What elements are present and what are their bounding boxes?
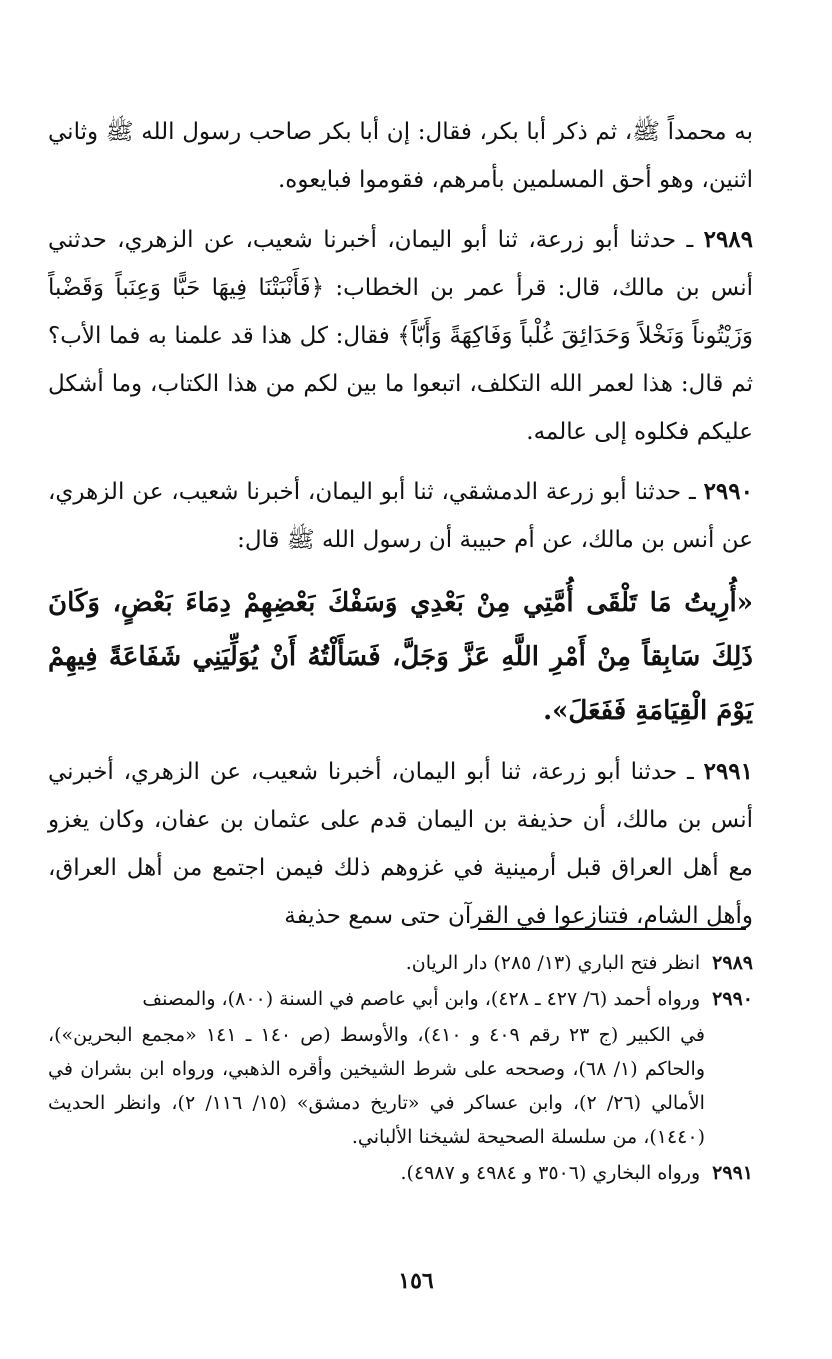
footnote-text: ورواه البخاري (٣٥٠٦ و ٤٩٨٤ و ٤٩٨٧). xyxy=(400,1162,701,1184)
paragraph-text: به محمداً ﷺ، ثم ذكر أبا بكر، فقال: إن أبا بكر صاحب رسول الله ﷺ وثاني اثنين، وهو أحق المسلمين بأمرهم، فقوموا فبايعوه. xyxy=(48,119,753,193)
footnote-divider xyxy=(478,928,746,930)
footnote-2989 xyxy=(48,946,753,980)
footnotes xyxy=(48,946,753,1192)
hadith-text: ـ حدثنا أبو زرعة، ثنا أبو اليمان، أخبرنا شعيب، عن الزهري، حدثني أنس بن مالك، قال: قرأ عمر بن الخطاب: ﴿فَأَنْبَتْنَا فِيهَا حَبًّا وَعِنَباً وَقَضْباً وَزَيْتُوناً وَنَخْلاً وَحَدَائِقَ غُلْباً وَفَاكِهَةً وَأَبّاً﴾ فقال: كل هذا قد علمنا به فما الأب؟ ثم قال: هذا لعمر الله التكلف، اتبعوا ما بين لكم من هذا الكتاب، وما أشكل عليكم فكلوه إلى عالمه. xyxy=(48,227,753,445)
hadith-2990 xyxy=(48,468,753,564)
hadith-number: ٢٩٨٩ xyxy=(703,226,754,253)
page-number: ١٥٦ xyxy=(398,1268,434,1294)
prophetic-quote: «أُرِيتُ مَا تَلْقَى أُمَّتِي مِنْ بَعْدِي وَسَفْكَ بَعْضِهِمْ دِمَاءَ بَعْضٍ، وَكَانَ ذَلِكَ سَابِقاً مِنْ أَمْرِ اللَّهِ عَزَّ وَجَلَّ، فَسَأَلْتُهُ أَنْ يُوَلِّيَنِي شَفَاعَةً فِيهِمْ يَوْمَ الْقِيَامَةِ فَفَعَلَ». xyxy=(48,588,753,726)
footnote-text: ورواه أحمد (٦/ ٤٢٧ ـ ٤٢٨)، وابن أبي عاصم في السنة (٨٠٠)، والمصنف xyxy=(142,988,701,1010)
main-text xyxy=(48,108,753,952)
footnote-number: ٢٩٨٩ xyxy=(712,952,753,974)
hadith-number: ٢٩٩٠ xyxy=(703,478,753,505)
hadith-text: ـ حدثنا أبو زرعة، ثنا أبو اليمان، أخبرنا شعيب، عن الزهري، أخبرني أنس بن مالك، أن حذيفة بن اليمان قدم على عثمان بن عفان، وكان يغزو مع أهل العراق قبل أرمينية في غزوهم ذلك فيمن اجتمع من أهل العراق، وأهل الشام، فتنازعوا في القرآن حتى سمع حذيفة xyxy=(48,759,753,929)
paragraph-continuation xyxy=(48,108,753,204)
hadith-2991 xyxy=(48,748,753,940)
footnote-text: انظر فتح الباري (١٣/ ٢٨٥) دار الريان. xyxy=(405,952,701,974)
footnote-number: ٢٩٩٠ xyxy=(712,988,753,1010)
hadith-2989 xyxy=(48,216,753,456)
footnote-2991 xyxy=(48,1156,753,1190)
footnote-2990-continuation xyxy=(48,1018,753,1154)
footnote-2990 xyxy=(48,982,753,1016)
hadith-number: ٢٩٩١ xyxy=(703,758,754,785)
footnote-number: ٢٩٩١ xyxy=(712,1162,753,1184)
hadith-text: ـ حدثنا أبو زرعة الدمشقي، ثنا أبو اليمان، أخبرنا شعيب، عن الزهري، عن أنس بن مالك، عن أم حبيبة أن رسول الله ﷺ قال: xyxy=(48,479,753,553)
footnote-text: في الكبير (ج ٢٣ رقم ٤٠٩ و ٤١٠)، والأوسط (ص ١٤٠ ـ ١٤١ «مجمع البحرين»)، والحاكم (١/ ٦٨)، وصححه على شرط الشيخين وأقره الذهبي، ورواه ابن بشران في الأمالي (٢٦/ ٢)، وابن عساكر في «تاريخ دمشق» (١٥/ ١١٦/ ٢)، وانظر الحديث (١٤٤٠)، من سلسلة الصحيحة لشيخنا الألباني. xyxy=(48,1024,705,1148)
